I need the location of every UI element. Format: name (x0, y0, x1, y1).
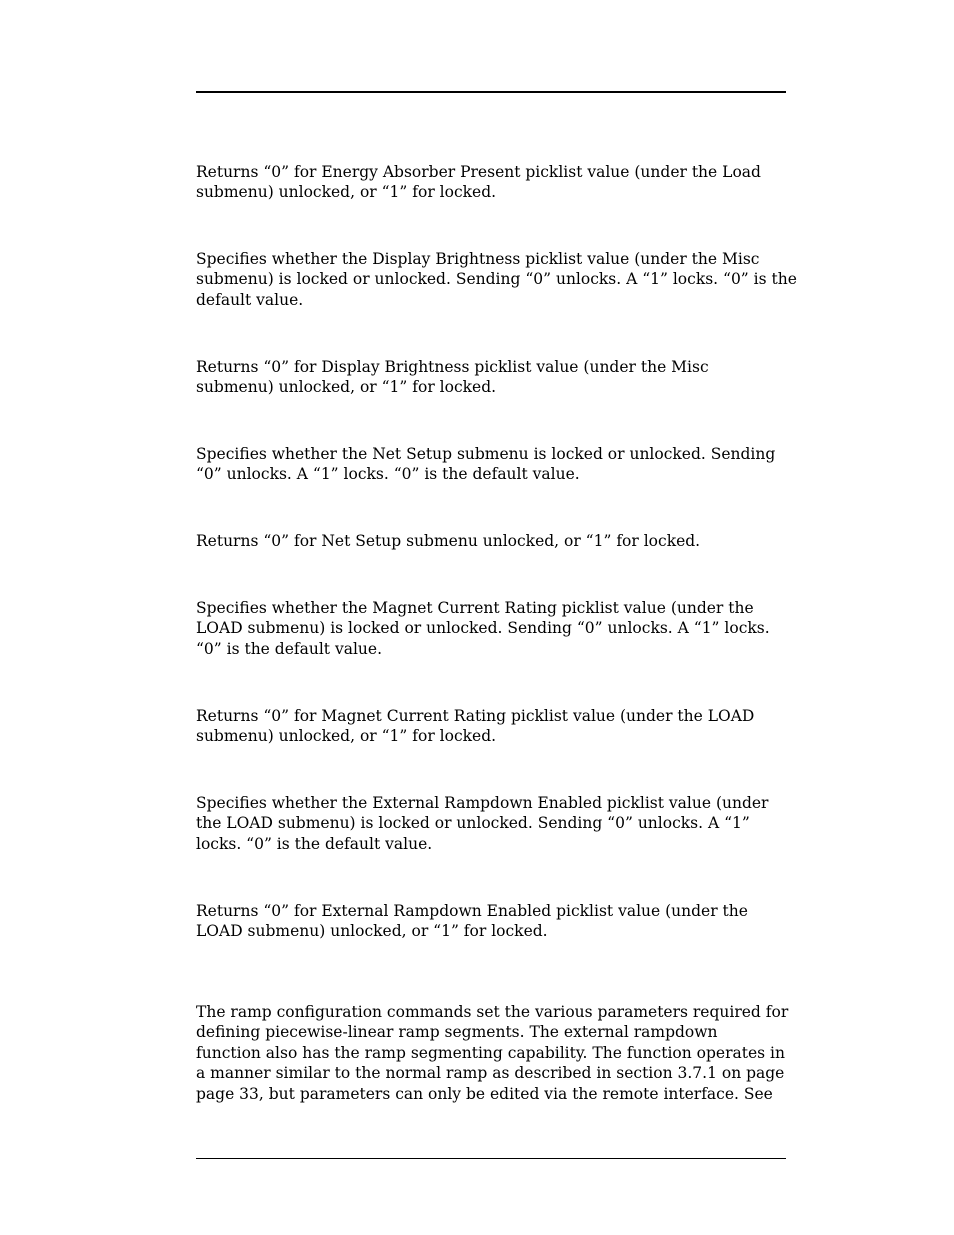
text-line: Specifies whether the Magnet Current Rating picklist value (under the (196, 599, 754, 617)
text-line: Returns “0” for Energy Absorber Present picklist value (under the Load (196, 163, 761, 181)
paragraph-net-setup-set (196, 444, 788, 485)
paragraph-net-setup-query (196, 531, 788, 551)
text-line: LOAD submenu) is locked or unlocked. Sending “0” unlocks. A “1” locks. (196, 619, 770, 638)
text-line: function also has the ramp segmenting capability. The function operates in (196, 1043, 785, 1062)
paragraph-energy-absorber-query (196, 162, 788, 203)
header-rule (196, 91, 786, 93)
text-line: Specifies whether the External Rampdown Enabled picklist value (under (196, 794, 769, 812)
text-line: Specifies whether the Display Brightness picklist value (under the Misc (196, 250, 760, 268)
paragraph-display-brightness-query (196, 357, 788, 398)
text-line: The ramp configuration commands set the various parameters required for (196, 1003, 789, 1021)
paragraph-ramp-configuration (196, 1002, 788, 1104)
paragraph-magnet-current-rating-set (196, 598, 788, 659)
text-line: locks. “0” is the default value. (196, 834, 433, 853)
text-line: Returns “0” for Magnet Current Rating picklist value (under the LOAD (196, 707, 755, 725)
text-line: Returns “0” for External Rampdown Enabled picklist value (under the (196, 902, 748, 920)
text-line: submenu) unlocked, or “1” for locked. (196, 183, 497, 202)
text-line: page 33, but parameters can only be edited via the remote interface. See (196, 1084, 773, 1103)
text-line: LOAD submenu) unlocked, or “1” for locked. (196, 922, 548, 941)
text-line: the LOAD submenu) is locked or unlocked. Sending “0” unlocks. A “1” (196, 814, 750, 833)
text-line: Specifies whether the Net Setup submenu is locked or unlocked. Sending (196, 445, 776, 463)
text-line: defining piecewise-linear ramp segments. The external rampdown (196, 1023, 718, 1042)
text-line: a manner similar to the normal ramp as described in section 3.7.1 on page (196, 1064, 785, 1083)
text-line: Returns “0” for Display Brightness picklist value (under the Misc (196, 358, 709, 376)
text-line: submenu) unlocked, or “1” for locked. (196, 727, 497, 746)
text-line: submenu) is locked or unlocked. Sending “0” unlocks. A “1” locks. “0” is the (196, 270, 797, 289)
paragraph-external-rampdown-query (196, 901, 788, 942)
paragraph-display-brightness-set (196, 249, 797, 310)
paragraph-external-rampdown-set (196, 793, 788, 854)
text-line: “0” unlocks. A “1” locks. “0” is the default value. (196, 465, 580, 484)
paragraph-magnet-current-rating-query (196, 706, 788, 747)
text-line: submenu) unlocked, or “1” for locked. (196, 378, 497, 397)
text-line: “0” is the default value. (196, 639, 382, 658)
text-line: default value. (196, 290, 304, 309)
footer-rule (196, 1158, 786, 1159)
text-line: Returns “0” for Net Setup submenu unlocked, or “1” for locked. (196, 532, 701, 550)
